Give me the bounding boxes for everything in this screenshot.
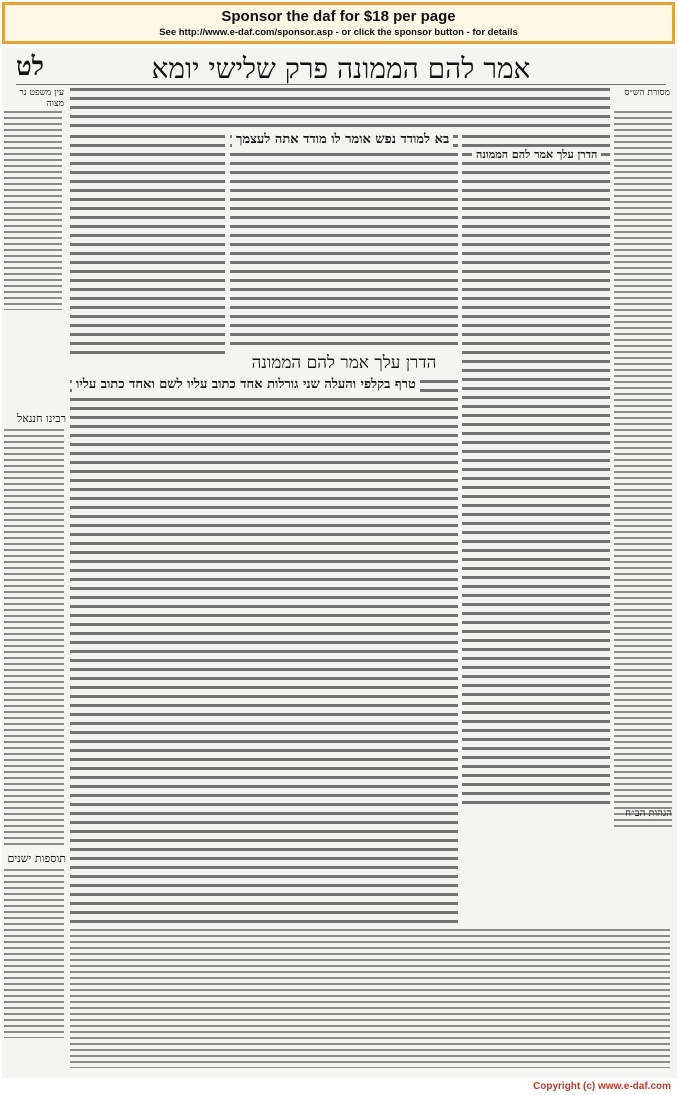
daf-number: לט — [16, 52, 44, 82]
rashi-hadran: הדרן עלך אמר להם הממונה — [472, 148, 601, 161]
tosafot-yeshanim-label: תוספות ישנים — [7, 852, 66, 865]
gemara-first-line: בא למודד נפש אומר לו מודד אתה לעצמך — [232, 131, 453, 147]
page-header — [16, 52, 666, 85]
ein-mishpat-label: עין משפט נר מצוה — [19, 88, 64, 109]
tosafot-yeshanim-column — [4, 868, 64, 1038]
mishna-first-line: טרף בקלפי והעלה שני גורלות אחד כתוב עליו לשם ואחד כתוב עליו — [72, 376, 420, 392]
sponsor-headline[interactable]: Sponsor the daf for $18 per page — [221, 8, 456, 25]
talmud-page — [2, 48, 677, 1078]
mesoret-hashas-label: מסורת הש״ס — [624, 88, 670, 98]
top-commentary-strip — [70, 86, 610, 130]
hadran-heading: הדרן עלך אמר להם הממונה — [230, 353, 458, 373]
hagahot-habach-label: הגהות הב״ח — [625, 808, 672, 819]
gemara-block-main — [70, 378, 458, 923]
rabbenu-chananel-column — [4, 428, 64, 848]
tosafot-column — [70, 133, 225, 358]
ein-mishpat-column — [4, 110, 62, 310]
rashi-column — [462, 133, 610, 808]
page-title: אמר להם הממונה פרק שלישי יומא — [151, 52, 531, 85]
sponsor-subline[interactable]: See http://www.e-daf.com/sponsor.asp - or click the sponsor button - for details — [159, 27, 518, 38]
rabbenu-chananel-label: רבינו חננאל — [17, 412, 66, 425]
mesoret-hashas-column — [614, 110, 672, 830]
copyright-notice[interactable]: Copyright (c) www.e-daf.com — [533, 1081, 671, 1092]
sponsor-banner[interactable] — [2, 2, 675, 44]
gemara-block-top — [230, 133, 458, 351]
lower-commentary — [70, 928, 670, 1068]
